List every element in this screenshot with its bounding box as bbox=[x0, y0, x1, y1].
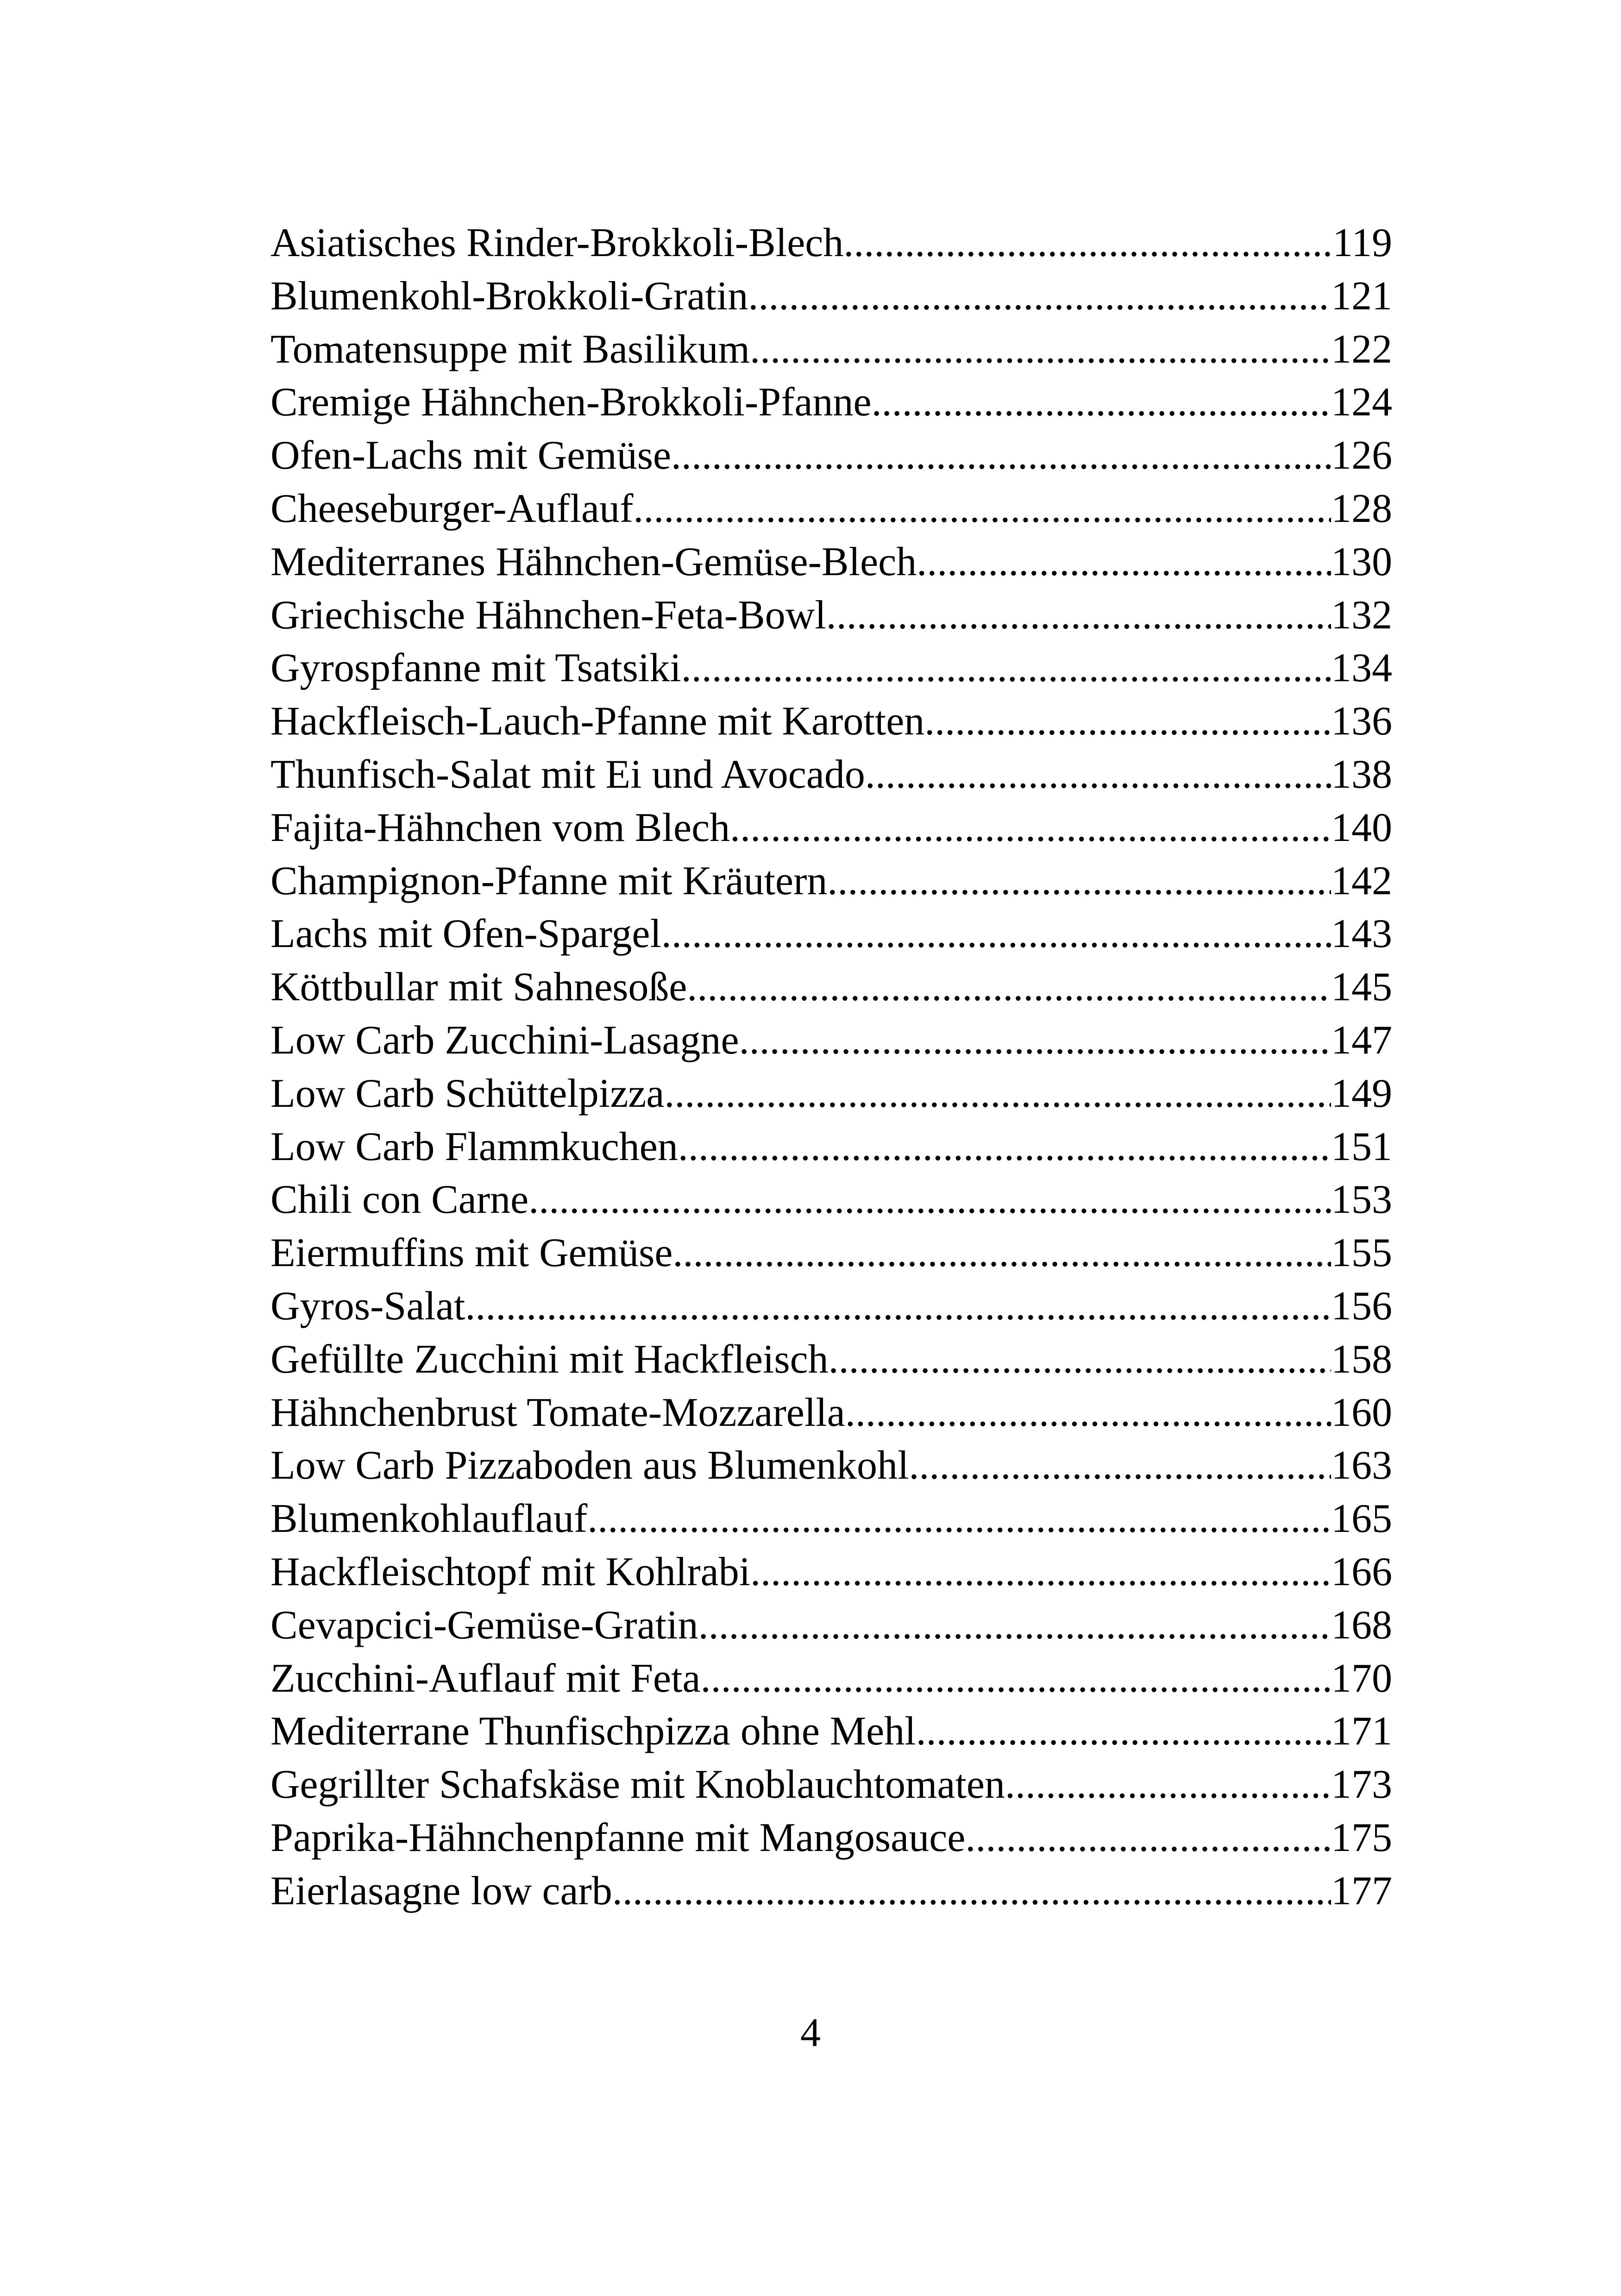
toc-entry[interactable] bbox=[270, 642, 1392, 695]
toc-entry[interactable] bbox=[270, 802, 1392, 855]
toc-entry-page-number: 147 bbox=[1331, 1017, 1392, 1063]
toc-entry[interactable] bbox=[270, 1599, 1392, 1652]
toc-entry-page-number: 168 bbox=[1331, 1602, 1392, 1648]
toc-entry-title: Hähnchenbrust Tomate-Mozzarella bbox=[270, 1390, 845, 1435]
toc-entry-title: Cheeseburger-Auflauf bbox=[270, 486, 634, 531]
toc-entry-page-number: 138 bbox=[1331, 752, 1392, 797]
page-number: 4 bbox=[800, 2010, 821, 2055]
toc-entry-title: Gyrospfanne mit Tsatsiki bbox=[270, 646, 681, 691]
toc-entry[interactable] bbox=[270, 1493, 1392, 1546]
dot-leader bbox=[739, 1014, 1331, 1067]
dot-leader bbox=[681, 642, 1331, 695]
toc-entry[interactable] bbox=[270, 217, 1392, 270]
dot-leader bbox=[633, 483, 1331, 536]
toc-entry[interactable] bbox=[270, 1280, 1392, 1333]
dot-leader bbox=[661, 908, 1331, 961]
dot-leader bbox=[845, 1386, 1331, 1440]
dot-leader bbox=[1005, 1758, 1331, 1812]
toc-entry-page-number: 140 bbox=[1331, 805, 1392, 850]
toc-entry-page-number: 177 bbox=[1331, 1868, 1392, 1913]
toc-entry[interactable] bbox=[270, 1067, 1392, 1121]
toc-entry[interactable] bbox=[270, 323, 1392, 376]
toc-entry-page-number: 153 bbox=[1331, 1177, 1392, 1223]
toc-entry[interactable] bbox=[270, 1546, 1392, 1599]
dot-leader bbox=[829, 1333, 1331, 1386]
toc-entry-page-number: 122 bbox=[1331, 326, 1392, 372]
toc-entry-page-number: 170 bbox=[1331, 1656, 1392, 1701]
toc-entry[interactable] bbox=[270, 1865, 1392, 1918]
toc-entry-title: Low Carb Pizzaboden aus Blumenkohl bbox=[270, 1443, 909, 1488]
toc-entry[interactable] bbox=[270, 536, 1392, 589]
toc-entry-page-number: 155 bbox=[1331, 1230, 1392, 1276]
toc-entry[interactable] bbox=[270, 748, 1392, 802]
toc-entry[interactable] bbox=[270, 1439, 1392, 1493]
toc-entry[interactable] bbox=[270, 1173, 1392, 1227]
dot-leader bbox=[965, 1812, 1331, 1865]
dot-leader bbox=[909, 1439, 1331, 1493]
dot-leader bbox=[826, 589, 1331, 642]
dot-leader bbox=[687, 961, 1331, 1014]
toc-entry-title: Ofen-Lachs mit Gemüse bbox=[270, 433, 672, 478]
toc-entry[interactable] bbox=[270, 270, 1392, 323]
toc-entry-page-number: 165 bbox=[1331, 1496, 1392, 1542]
toc-entry-page-number: 158 bbox=[1331, 1336, 1392, 1382]
toc-entry[interactable] bbox=[270, 1333, 1392, 1386]
dot-leader bbox=[672, 1227, 1331, 1280]
toc-entry-title: Griechische Hähnchen-Feta-Bowl bbox=[270, 592, 826, 638]
toc-entry-page-number: 151 bbox=[1331, 1124, 1392, 1169]
toc-entry[interactable] bbox=[270, 429, 1392, 483]
dot-leader bbox=[872, 376, 1331, 429]
toc-entry[interactable] bbox=[270, 1758, 1392, 1812]
dot-leader bbox=[865, 748, 1331, 802]
toc-entry-title: Thunfisch-Salat mit Ei und Avocado bbox=[270, 752, 865, 797]
dot-leader bbox=[671, 429, 1331, 483]
toc-entry-page-number: 142 bbox=[1331, 858, 1392, 903]
toc-entry[interactable] bbox=[270, 1227, 1392, 1280]
toc-entry[interactable] bbox=[270, 961, 1392, 1014]
dot-leader bbox=[748, 270, 1331, 323]
toc-entry-page-number: 149 bbox=[1331, 1071, 1392, 1116]
toc-entry-title: Low Carb Flammkuchen bbox=[270, 1124, 678, 1169]
toc-entry[interactable] bbox=[270, 376, 1392, 429]
toc-entry-title: Mediterranes Hähnchen-Gemüse-Blech bbox=[270, 539, 917, 584]
dot-leader bbox=[698, 1599, 1331, 1652]
table-of-contents bbox=[270, 217, 1392, 1918]
dot-leader bbox=[730, 802, 1331, 855]
toc-entry[interactable] bbox=[270, 855, 1392, 908]
toc-entry[interactable] bbox=[270, 1121, 1392, 1174]
dot-leader bbox=[664, 1067, 1331, 1121]
toc-entry-title: Chili con Carne bbox=[270, 1177, 529, 1223]
toc-entry-title: Cevapcici-Gemüse-Gratin bbox=[270, 1602, 698, 1648]
dot-leader bbox=[750, 323, 1331, 376]
toc-entry-title: Lachs mit Ofen-Spargel bbox=[270, 911, 661, 957]
toc-entry-title: Blumenkohlauflauf bbox=[270, 1496, 588, 1542]
toc-entry-title: Hackfleisch-Lauch-Pfanne mit Karotten bbox=[270, 699, 925, 744]
toc-entry[interactable] bbox=[270, 483, 1392, 536]
toc-entry-title: Cremige Hähnchen-Brokkoli-Pfanne bbox=[270, 380, 872, 425]
dot-leader bbox=[917, 536, 1331, 589]
toc-entry[interactable] bbox=[270, 1386, 1392, 1440]
toc-entry-title: Asiatisches Rinder-Brokkoli-Blech bbox=[270, 220, 844, 265]
dot-leader bbox=[465, 1280, 1331, 1333]
toc-entry-title: Fajita-Hähnchen vom Blech bbox=[270, 805, 730, 850]
toc-entry-page-number: 160 bbox=[1331, 1390, 1392, 1435]
dot-leader bbox=[678, 1121, 1331, 1174]
dot-leader bbox=[612, 1865, 1331, 1918]
toc-entry-title: Gefüllte Zucchini mit Hackfleisch bbox=[270, 1336, 829, 1382]
dot-leader bbox=[750, 1546, 1331, 1599]
toc-entry-page-number: 166 bbox=[1331, 1549, 1392, 1594]
toc-entry-page-number: 119 bbox=[1332, 220, 1392, 265]
toc-entry-title: Low Carb Schüttelpizza bbox=[270, 1071, 665, 1116]
dot-leader bbox=[843, 217, 1332, 270]
toc-entry[interactable] bbox=[270, 589, 1392, 642]
toc-entry-title: Mediterrane Thunfischpizza ohne Mehl bbox=[270, 1709, 916, 1754]
toc-entry-title: Champignon-Pfanne mit Kräutern bbox=[270, 858, 828, 903]
toc-entry-page-number: 145 bbox=[1331, 965, 1392, 1010]
toc-entry-title: Hackfleischtopf mit Kohlrabi bbox=[270, 1549, 751, 1594]
toc-entry-title: Eiermuffins mit Gemüse bbox=[270, 1230, 673, 1276]
toc-entry-title: Gyros-Salat bbox=[270, 1283, 465, 1329]
toc-entry[interactable] bbox=[270, 1014, 1392, 1067]
toc-entry-title: Paprika-Hähnchenpfanne mit Mangosauce bbox=[270, 1815, 966, 1860]
toc-entry-title: Blumenkohl-Brokkoli-Gratin bbox=[270, 273, 748, 319]
toc-entry[interactable] bbox=[270, 1812, 1392, 1865]
toc-entry-title: Zucchini-Auflauf mit Feta bbox=[270, 1656, 701, 1701]
toc-entry-page-number: 156 bbox=[1331, 1283, 1392, 1329]
toc-entry-page-number: 163 bbox=[1331, 1443, 1392, 1488]
toc-entry[interactable] bbox=[270, 695, 1392, 748]
toc-entry[interactable] bbox=[270, 1652, 1392, 1706]
toc-entry-title: Gegrillter Schafskäse mit Knoblauchtomaten bbox=[270, 1762, 1005, 1807]
toc-entry-page-number: 136 bbox=[1331, 699, 1392, 744]
toc-entry[interactable] bbox=[270, 1705, 1392, 1758]
toc-entry-page-number: 124 bbox=[1331, 380, 1392, 425]
toc-entry-title: Köttbullar mit Sahnesoße bbox=[270, 965, 687, 1010]
dot-leader bbox=[827, 855, 1331, 908]
dot-leader bbox=[587, 1493, 1331, 1546]
dot-leader bbox=[916, 1705, 1331, 1758]
toc-entry-page-number: 128 bbox=[1331, 486, 1392, 531]
toc-entry-page-number: 126 bbox=[1331, 433, 1392, 478]
toc-entry-page-number: 134 bbox=[1331, 646, 1392, 691]
toc-entry-page-number: 143 bbox=[1331, 911, 1392, 957]
toc-entry-page-number: 175 bbox=[1331, 1815, 1392, 1860]
dot-leader bbox=[528, 1173, 1331, 1227]
toc-entry-page-number: 121 bbox=[1331, 273, 1392, 319]
toc-entry-page-number: 171 bbox=[1331, 1709, 1392, 1754]
dot-leader bbox=[924, 695, 1331, 748]
dot-leader bbox=[701, 1652, 1331, 1706]
toc-entry-page-number: 132 bbox=[1331, 592, 1392, 638]
toc-entry-title: Eierlasagne low carb bbox=[270, 1868, 612, 1913]
toc-entry-page-number: 173 bbox=[1331, 1762, 1392, 1807]
toc-entry-title: Low Carb Zucchini-Lasagne bbox=[270, 1017, 739, 1063]
toc-entry-page-number: 130 bbox=[1331, 539, 1392, 584]
toc-entry-title: Tomatensuppe mit Basilikum bbox=[270, 326, 750, 372]
toc-entry[interactable] bbox=[270, 908, 1392, 961]
